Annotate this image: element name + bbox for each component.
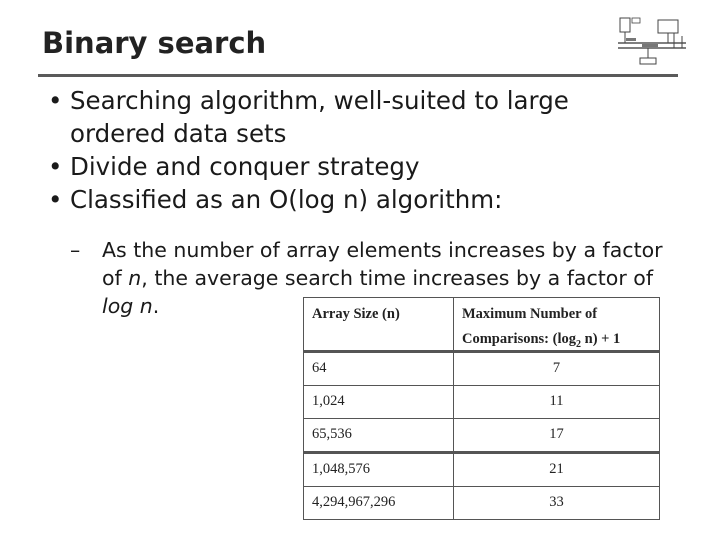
- cell-comparisons: 7: [454, 351, 660, 385]
- system-diagram-logo-icon: [618, 16, 686, 68]
- header-array-size: Array Size (n): [304, 298, 454, 352]
- cell-size: 1,048,576: [304, 452, 454, 486]
- cell-comparisons: 21: [454, 452, 660, 486]
- cell-comparisons: 33: [454, 486, 660, 519]
- cell-size: 64: [304, 351, 454, 385]
- table-header-row: [304, 298, 660, 352]
- bullet-text: Classified as an O(log n) algorithm:: [70, 185, 503, 214]
- comparisons-table: [303, 297, 660, 520]
- bullet-text: Divide and conquer strategy: [70, 152, 420, 181]
- title-divider: [38, 74, 678, 77]
- bullet-list: [48, 84, 648, 216]
- table-row: [304, 452, 660, 486]
- header-max-comparisons: Maximum Number of Comparisons: ($\log_2$ n) + 1: [454, 298, 660, 352]
- cell-size: 4,294,967,296: [304, 486, 454, 519]
- var-log-n: log n: [102, 294, 153, 318]
- table-row: [304, 418, 660, 452]
- slide-title: Binary search: [42, 26, 267, 60]
- cell-size: 65,536: [304, 418, 454, 452]
- bullet-item: • Classified as an O(log n) algorithm:: [48, 185, 503, 214]
- bullet-item: • Divide and conquer strategy: [48, 152, 420, 181]
- cell-comparisons: 11: [454, 385, 660, 418]
- table-row: [304, 351, 660, 385]
- cell-size: 1,024: [304, 385, 454, 418]
- table-row: [304, 385, 660, 418]
- var-n: n: [128, 266, 142, 290]
- bullet-text: Searching algorithm, well-suited to large ordered data sets: [70, 86, 569, 148]
- cell-comparisons: 17: [454, 418, 660, 452]
- sub-bullet: – As the number of array elements increases by a factor of n, the average search time increases by a factor of log n.: [70, 236, 670, 320]
- sub-bullet-text: As the number of array elements increases by a factor of n, the average search time increases by a factor of log n.: [102, 238, 663, 318]
- bullet-item: • Searching algorithm, well-suited to large ordered data sets: [48, 86, 569, 148]
- table-row: [304, 486, 660, 519]
